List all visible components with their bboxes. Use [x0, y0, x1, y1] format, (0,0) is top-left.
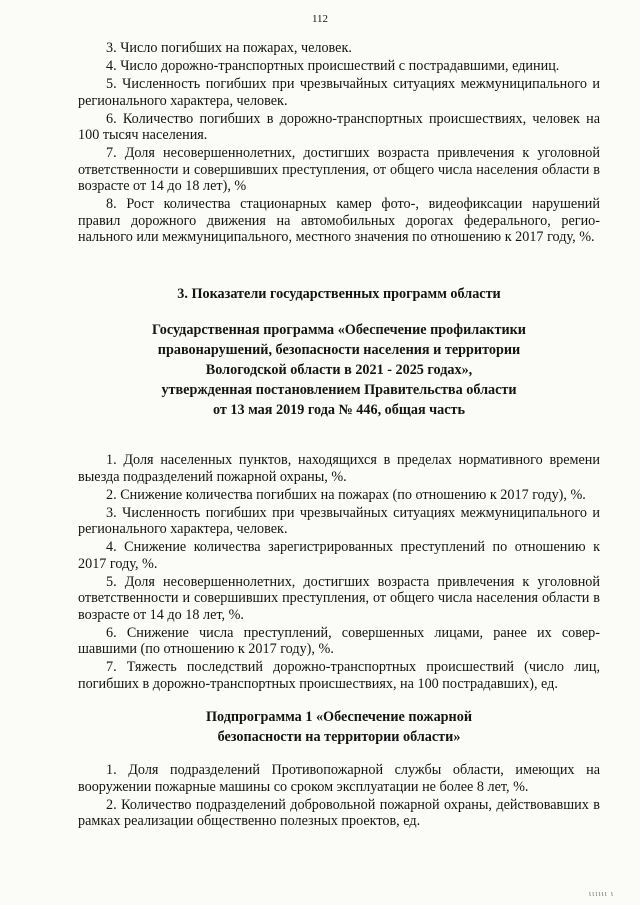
- list-item: 3. Число погибших на пожарах, человек.: [106, 40, 352, 56]
- list-item: 5. Численность погибших при чрезвычайных ситуациях межмуниципального и регионального характера, человек.: [78, 76, 600, 109]
- program-indicator-list: [78, 452, 600, 694]
- list-item: 1. Доля населенных пунктов, находящихся в пределах нормативного времени выезда подразделений пожарной охраны, %.: [78, 452, 600, 485]
- list-item: 1. Доля подразделений Противопожарной службы области, имеющих на вооружении пожарные машины со сроком эксплуатации не более 8 лет, %.: [78, 762, 600, 795]
- list-item: 4. Снижение количества зарегистрированных преступлений по отношению к 2017 году, %.: [78, 539, 600, 572]
- program-heading: [78, 320, 600, 420]
- list-item: 6. Снижение числа преступлений, совершенных лицами, ранее их совершавшими (по отношению к 2017 году), %.: [78, 624, 600, 657]
- list-item: 2. Количество подразделений добровольной пожарной охраны, действовавших в рамках реализации общественно полезных проектов, ед.: [78, 796, 600, 829]
- list-item: 5. Доля несовершеннолетних, достигших возраста привлечения к уголовной ответственности и совершивших преступления, от общего числа населения области в возрасте от 14 до 18 лет, %.: [78, 573, 600, 623]
- list-item: 4. Число дорожно-транспортных происшествий с пострадавшими, единиц.: [106, 58, 560, 74]
- list-item: 3. Численность погибших при чрезвычайных ситуациях межмуниципального и регионального характера, человек.: [78, 504, 600, 537]
- program-heading-line: Вологодской области в 2021 - 2025 годах»,: [205, 362, 473, 378]
- scan-mark: ιιιιιι ι: [588, 889, 614, 898]
- subprogram-indicator-list: [78, 762, 600, 831]
- list-item: 7. Доля несовершеннолетних, достигших возраста привлечения к уголовной ответственности и совершивших преступления, от общего числа населения области в возрасте от 14 до 18 лет), %: [78, 145, 600, 194]
- program-heading-line: от 13 мая 2019 года № 446, общая часть: [212, 402, 466, 418]
- list-item: 7. Тяжесть последствий дорожно-транспортных происшествий (число лиц, погибших в дорожно-транспортных происшествиях, на 100 пострадавших), ед.: [78, 659, 600, 692]
- program-heading-line: правонарушений, безопасности населения и территории: [157, 342, 521, 358]
- subprogram-heading-line: Подпрограмма 1 «Обеспечение пожарной: [205, 709, 473, 725]
- page-number: 112: [311, 13, 329, 25]
- top-indicator-list: [78, 40, 600, 247]
- section-heading: 3. Показатели государственных программ области: [177, 286, 501, 302]
- list-item: 8. Рост количества стационарных камер фото-, видеофиксации нарушений правил дорожного движения на автомобильных дорогах федерального, регионального или межмуниципального, местного значения по отношению к 2017 году, %.: [78, 196, 600, 245]
- program-heading-line: утвержденная постановлением Правительства области: [161, 382, 517, 398]
- program-heading-line: Государственная программа «Обеспечение профилактики: [152, 322, 526, 338]
- list-item: 2. Снижение количества погибших на пожарах (по отношению к 2017 году), %.: [106, 486, 586, 503]
- list-item: 6. Количество погибших в дорожно-транспортных происшествиях, человек на 100 тысяч населения.: [78, 110, 600, 143]
- subprogram-heading-line: безопасности на территории области»: [217, 729, 461, 745]
- subprogram-heading: [78, 707, 600, 747]
